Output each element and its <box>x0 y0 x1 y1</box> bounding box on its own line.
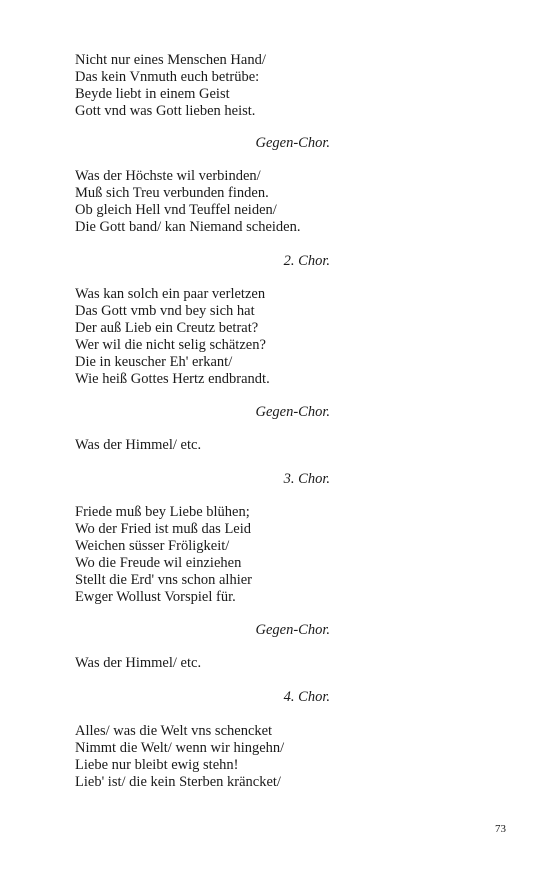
verse-line: Das kein Vnmuth euch betrübe: <box>75 69 260 85</box>
verse-line: Wo die Freude wil einziehen <box>75 555 242 571</box>
stanza-4 <box>75 437 475 454</box>
stanza-6 <box>75 655 475 672</box>
chorus-heading-4: 4. Chor. <box>283 689 330 705</box>
page-number: 73 <box>495 823 506 835</box>
verse-line: Nicht nur eines Menschen Hand/ <box>75 52 266 68</box>
chorus-heading-gegen-chor: Gegen-Chor. <box>255 622 330 638</box>
verse-line: Alles/ was die Welt vns schencket <box>75 723 273 739</box>
verse-line: Das Gott vmb vnd bey sich hat <box>75 303 255 319</box>
verse-line: Was kan solch ein paar verletzen <box>75 286 266 302</box>
stanza-3 <box>75 286 475 388</box>
verse-line: Stellt die Erd' vns schon alhier <box>75 572 252 588</box>
verse-line: Die in keuscher Eh' erkant/ <box>75 354 233 370</box>
verse-line: Ewger Wollust Vorspiel für. <box>75 589 236 605</box>
verse-line: Liebe nur bleibt ewig stehn! <box>75 757 239 773</box>
verse-line: Wo der Fried ist muß das Leid <box>75 521 252 537</box>
chorus-heading-gegen-chor: Gegen-Chor. <box>255 404 330 420</box>
chorus-heading-3: 3. Chor. <box>283 471 330 487</box>
verse-line: Ob gleich Hell vnd Teuffel neiden/ <box>75 202 277 218</box>
stanza-2 <box>75 168 475 236</box>
verse-line: Nimmt die Welt/ wenn wir hingehn/ <box>75 740 285 756</box>
verse-line: Weichen süsser Fröligkeit/ <box>75 538 230 554</box>
verse-line: Was der Höchste wil verbinden/ <box>75 168 261 184</box>
verse-line: Gott vnd was Gott lieben heist. <box>75 103 256 119</box>
verse-line: Was der Himmel/ etc. <box>75 655 202 671</box>
chorus-heading-2: 2. Chor. <box>283 253 330 269</box>
verse-line: Muß sich Treu verbunden finden. <box>75 185 269 201</box>
verse-line: Die Gott band/ kan Niemand scheiden. <box>75 219 301 235</box>
verse-line: Lieb' ist/ die kein Sterben kräncket/ <box>75 774 281 790</box>
verse-line: Was der Himmel/ etc. <box>75 437 202 453</box>
verse-line: Der auß Lieb ein Creutz betrat? <box>75 320 259 336</box>
stanza-5 <box>75 504 475 606</box>
verse-line: Beyde liebt in einem Geist <box>75 86 230 102</box>
chorus-heading-gegen-chor: Gegen-Chor. <box>255 135 330 151</box>
verse-line: Wie heiß Gottes Hertz endbrandt. <box>75 371 270 387</box>
stanza-7 <box>75 723 475 791</box>
verse-line: Wer wil die nicht selig schätzen? <box>75 337 266 353</box>
stanza-1 <box>75 52 475 120</box>
verse-line: Friede muß bey Liebe blühen; <box>75 504 250 520</box>
